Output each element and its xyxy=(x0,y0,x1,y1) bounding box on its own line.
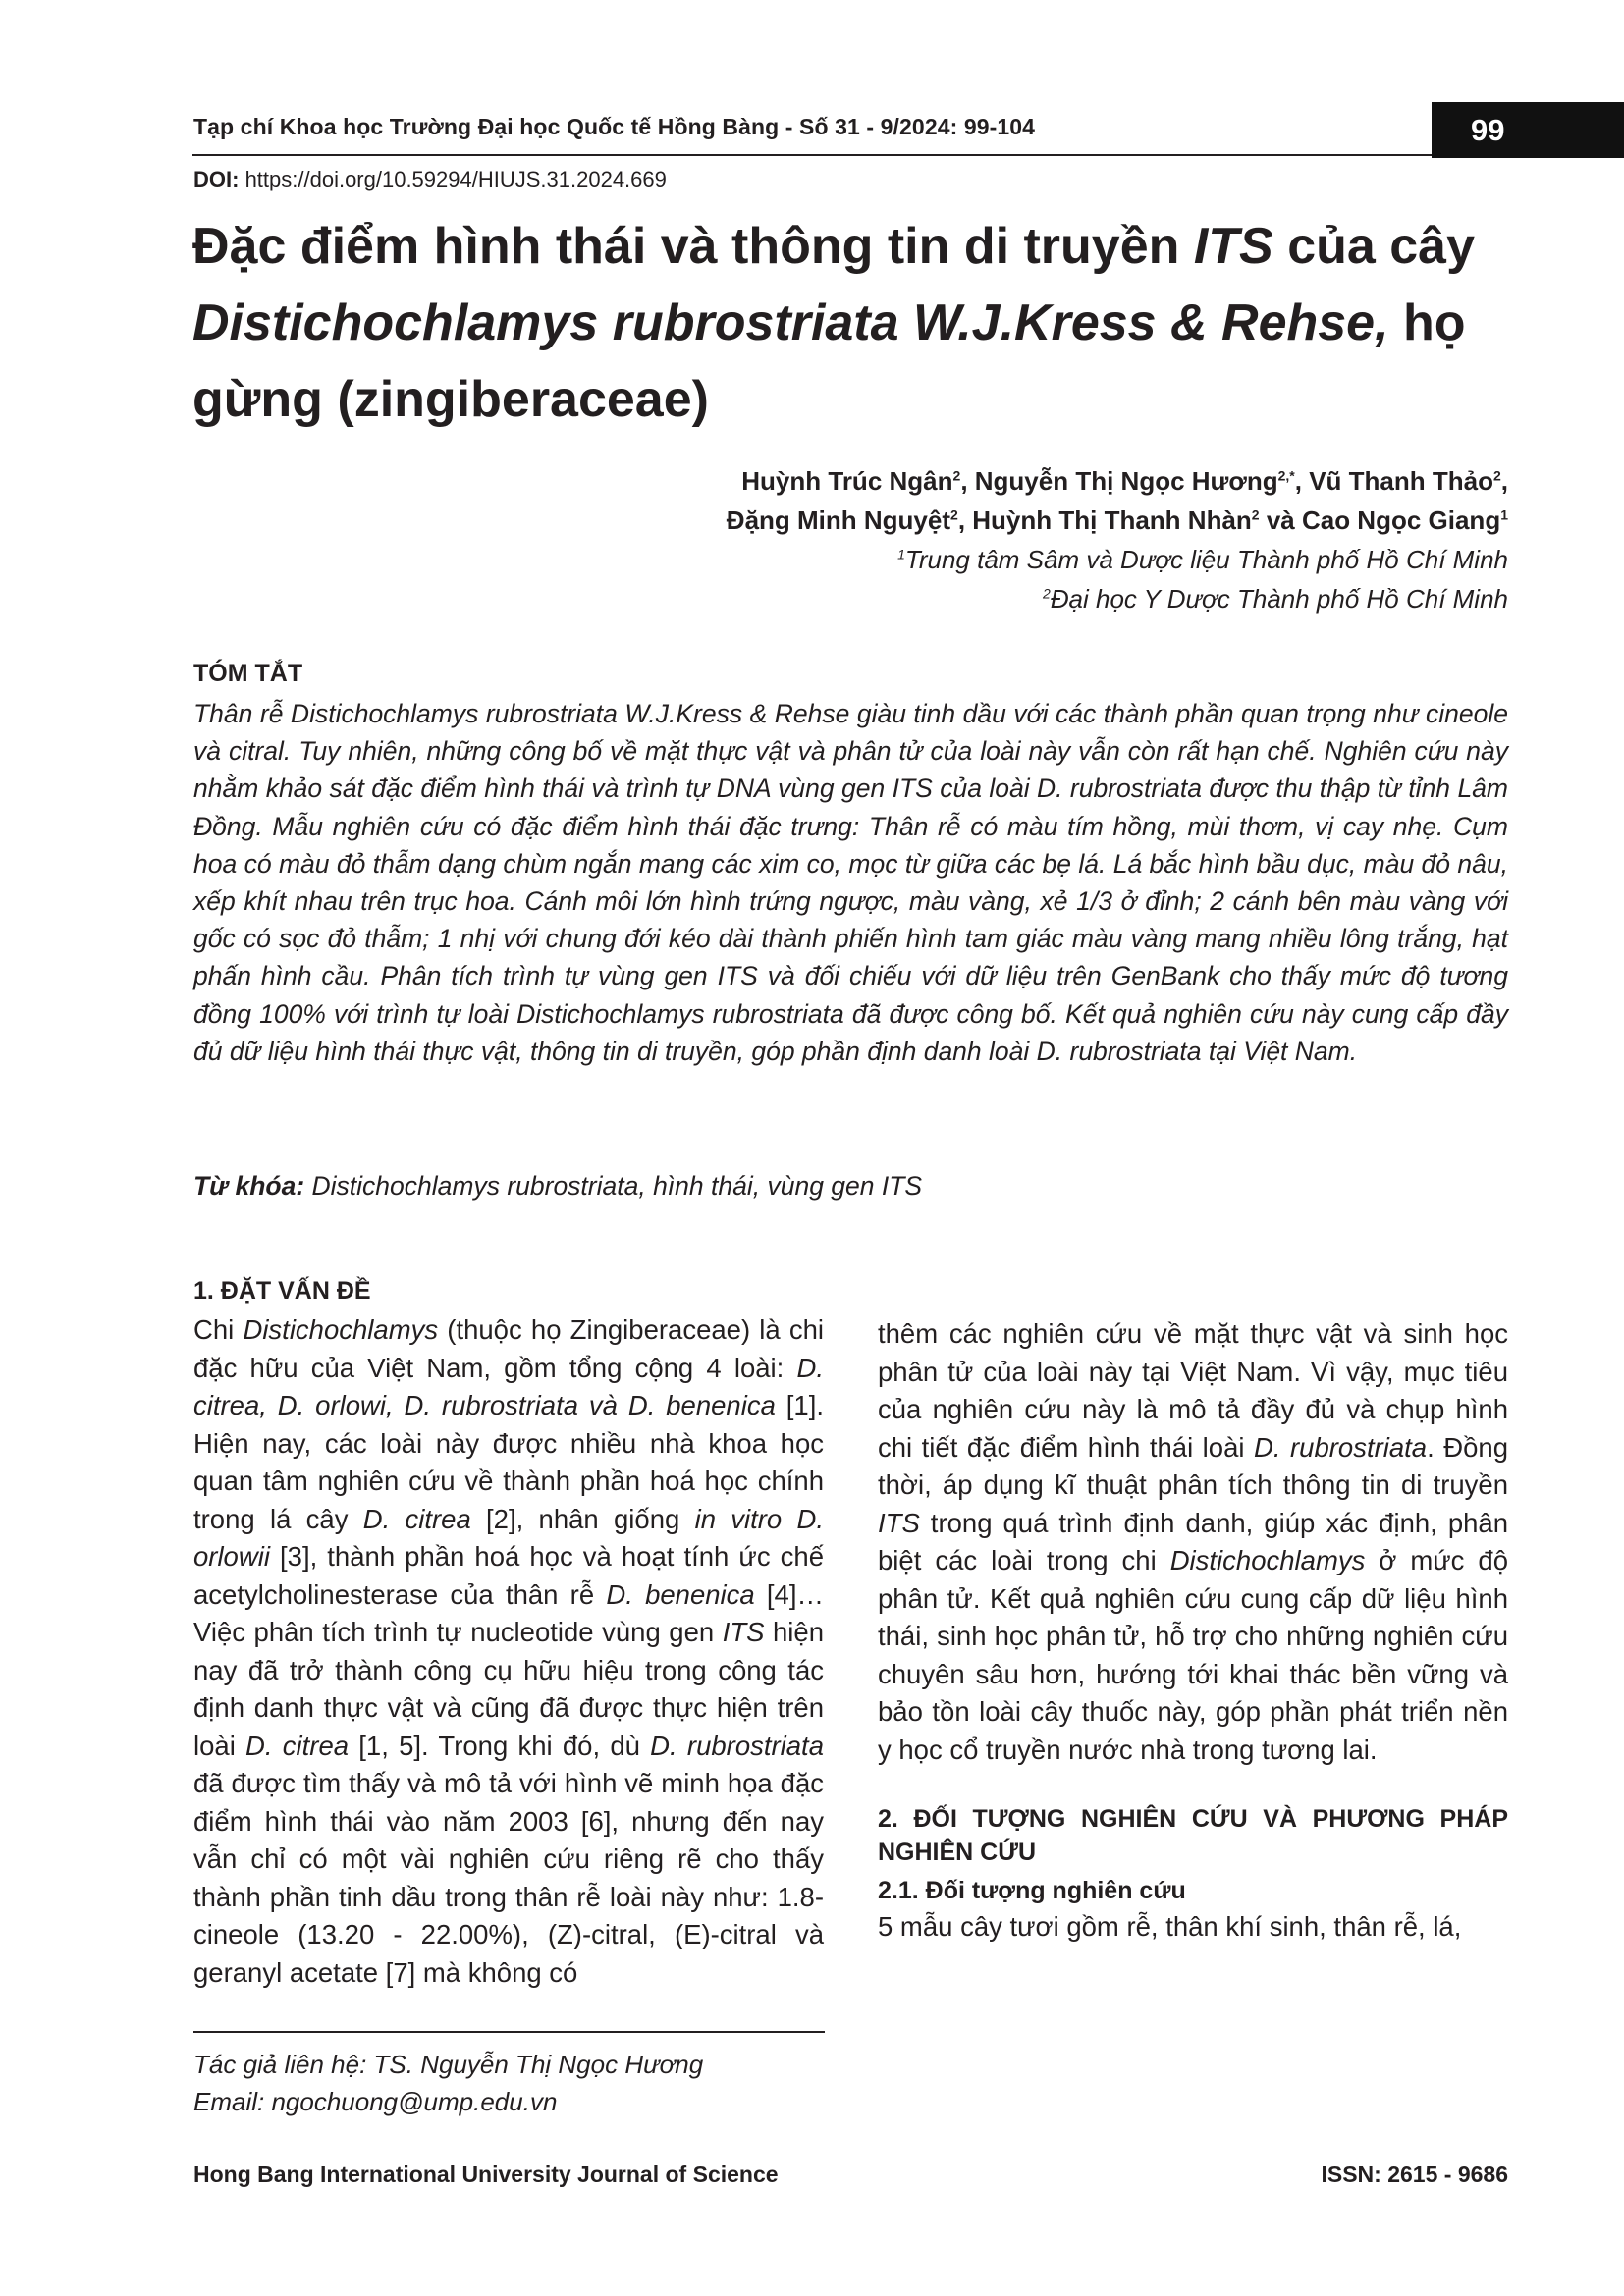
footer-issn: ISSN: 2615 - 9686 xyxy=(1321,2162,1508,2187)
keywords: Từ khóa: Distichochlamys rubrostriata, hình thái, vùng gen ITS xyxy=(193,1171,923,1201)
footnote xyxy=(193,2046,703,2120)
abstract-heading: TÓM TẮT xyxy=(193,660,303,687)
abstract-text: Thân rễ Distichochlamys rubrostriata W.J.Kress & Rehse giàu tinh dầu với các thành phần quan trọng như cineole và citral. Tuy nhiên, những công bố về mặt thực vật và phân tử của loài này vẫn còn rất hạn chế. Nghiên cứu này nhằm khảo sát đặc điểm hình thái và trình tự DNA vùng gen ITS của loài D. rubrostriata được thu thập từ tỉnh Lâm Đồng. Mẫu nghiên cứu có đặc điểm hình thái đặc trưng: Thân rễ có màu tím hồng, mùi thơm, vị cay nhẹ. Cụm hoa có màu đỏ thẫm dạng chùm ngắn mang các xim co, mọc từ giữa các bẹ lá. Lá bắc hình bầu dục, màu đỏ nâu, xếp khít nhau trên trục hoa. Cánh môi lớn hình trứng ngược, màu vàng, xẻ 1/3 ở đỉnh; 2 cánh bên màu vàng với gốc có sọc đỏ thẫm; 1 nhị với chung đới kéo dài thành phiến hình tam giác màu vàng mang nhiều lông trắng, hạt phấn hình cầu. Phân tích trình tự vùng gen ITS và đối chiếu với dữ liệu trên GenBank cho thấy mức độ tương đồng 100% với trình tự loài Distichochlamys rubrostriata đã được công bố. Kết quả nghiên cứu này cung cấp đầy đủ dữ liệu hình thái thực vật, thông tin di truyền, góp phần định danh loài D. rubrostriata tại Việt Nam. xyxy=(193,699,1508,1066)
section-1-paragraph: Chi Distichochlamys (thuộc họ Zingiberaceae) là chi đặc hữu của Việt Nam, gồm tổng cộng 4 loài: D. citrea, D. orlowi, D. rubrostriata và D. benenica [1]. Hiện nay, các loài này được nhiều nhà khoa học quan tâm nghiên cứu về thành phần hoá học chính trong lá cây D. citrea [2], nhân giống in vitro D. orlowii [3], thành phần hoá học và hoạt tính ức chế acetylcholinesterase của thân rễ D. benenica [4]… Việc phân tích trình tự nucleotide vùng gen ITS hiện nay đã trở thành công cụ hữu hiệu trong công tác định danh thực vật và cũng đã được thực hiện trên loài D. citrea [1, 5]. Trong khi đó, dù D. rubrostriata đã được tìm thấy và mô tả với hình vẽ minh họa đặc điểm hình thái vào năm 2003 [6], nhưng đến nay vẫn chỉ có một vài nghiên cứu riêng rẽ cho thấy thành phần tinh dầu trong thân rễ loài này như: 1.8-cineole (13.20 - 22.00%), (Z)-citral, (E)-citral và geranyl acetate [7] mà không có xyxy=(193,1314,825,1988)
author-list: Huỳnh Trúc Ngân$^2$, Nguyễn Thị Ngọc Hương$^{2,*}$, Vũ Thanh Thảo$^2$, Đặng Minh Nguyệt$^2$, Huỳnh Thị Thanh Nhàn$^2$ và Cao Ngọc Giang$^1$ xyxy=(726,466,1508,535)
affiliation-1: $^1$Trung tâm Sâm và Dược liệu Thành phố Hồ Chí Minh xyxy=(897,545,1508,574)
section-1-heading: 1. ĐẶT VẤN ĐỀ xyxy=(193,1277,371,1305)
affiliations xyxy=(897,540,1508,618)
footnote-rule xyxy=(193,2031,825,2033)
section-2-heading: 2. ĐỐI TƯỢNG NGHIÊN CỨU VÀ PHƯƠNG PHÁP NGHIÊN CỨU xyxy=(878,1805,1508,1866)
journal-header: Tạp chí Khoa học Trường Đại học Quốc tế Hồng Bàng - Số 31 - 9/2024: 99-104 xyxy=(193,114,1036,139)
column-right xyxy=(878,1315,1508,1947)
article-title: Đặc điểm hình thái và thông tin di truyền ITS của cây Distichochlamys rubrostriata W.J.Kress & Rehse, họ gừng (zingiberaceae) xyxy=(192,218,1476,428)
page-number: 99 xyxy=(1432,102,1624,158)
section-2-1-text: 5 mẫu cây tươi gồm rễ, thân khí sinh, thân rễ, lá, xyxy=(878,1911,1462,1942)
section-2-1-heading: 2.1. Đối tượng nghiên cứu xyxy=(878,1877,1186,1904)
author-email: Email: ngochuong@ump.edu.vn xyxy=(193,2087,558,2116)
section-1-continued: thêm các nghiên cứu về mặt thực vật và sinh học phân tử của loài này tại Việt Nam. Vì vậy, mục tiêu của nghiên cứu này là mô tả đầy đủ và chụp hình chi tiết đặc điểm hình thái loài D. rubrostriata. Đồng thời, áp dụng kĩ thuật phân tích thông tin di truyền ITS trong quá trình định danh, giúp xác định, phân biệt các loài trong chi Distichochlamys ở mức độ phân tử. Kết quả nghiên cứu cung cấp dữ liệu hình thái, sinh học phân tử, hỗ trợ cho những nghiên cứu chuyên sâu hơn, hướng tới khai thác bền vững và bảo tồn loài cây thuốc này, góp phần phát triển nền y học cổ truyền nước nhà trong tương lai. xyxy=(878,1318,1508,1765)
column-left xyxy=(193,1274,824,1992)
doi-label: DOI: xyxy=(193,167,240,191)
corresponding-author: Tác giả liên hệ: TS. Nguyễn Thị Ngọc Hương xyxy=(193,2050,704,2079)
header-rule xyxy=(192,154,1432,156)
doi-link[interactable]: https://doi.org/10.59294/HIUJS.31.2024.669 xyxy=(239,167,667,191)
doi-line xyxy=(193,167,667,192)
affiliation-2: $^2$Đại học Y Dược Thành phố Hồ Chí Minh xyxy=(1042,584,1508,614)
footer-journal: Hong Bang International University Journal of Science xyxy=(193,2162,779,2187)
